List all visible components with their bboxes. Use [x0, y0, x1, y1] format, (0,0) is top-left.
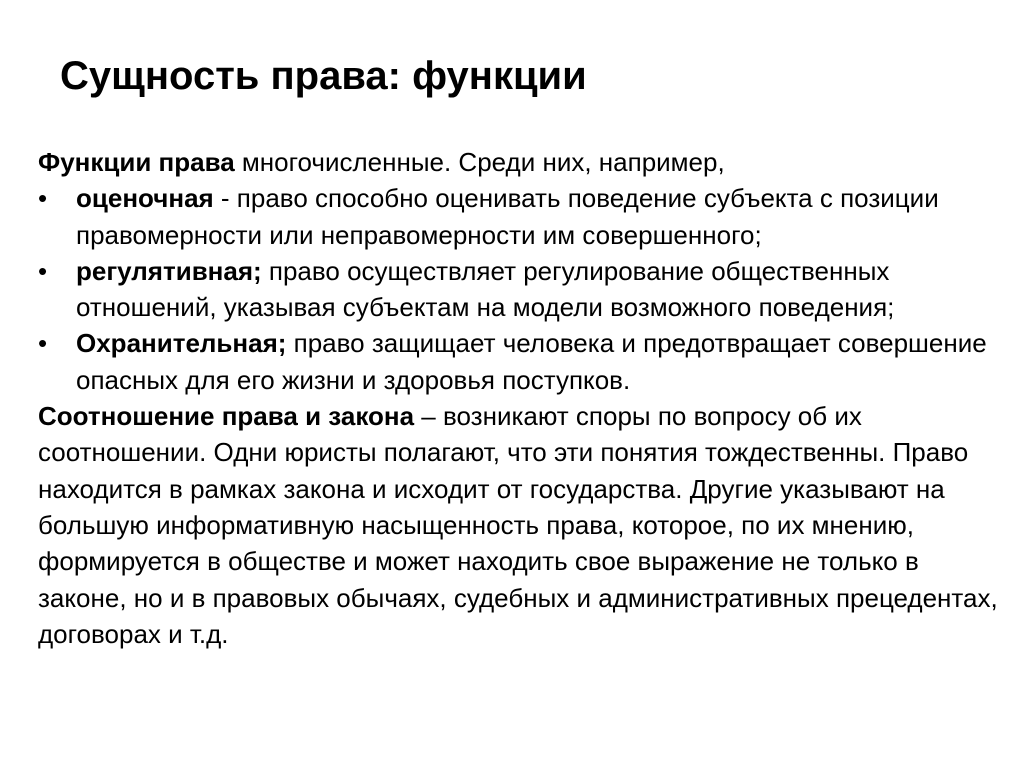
function-description: право осуществляет регулирование общественных отношений, указывая субъектам на модели возможного поведения; [76, 255, 895, 323]
function-description: право защищает человека и предотвращает совершение опасных для его жизни и здоровья поступков. [76, 328, 987, 395]
bullet-icon: • [38, 183, 48, 214]
relation-text: – возникают споры по вопросу об их соотношении. Одни юристы полагают, что эти понятия тождественны. Право находится в рамках закона и исходит от государства. Другие указывают на большую информативную насыщенность права, которое, по их мнению, формируется в обществе и может находить свое выражение не только в законе, но и в правовых обычаях, судебных и административных прецедентах, договорах и т.д. [38, 401, 998, 649]
functions-list [38, 180, 1003, 398]
slide-title: Сущность права: функции [60, 54, 587, 98]
bullet-icon: • [38, 255, 48, 286]
function-protective [38, 325, 1003, 398]
bullet-icon: • [38, 328, 48, 359]
intro-paragraph [38, 144, 1003, 180]
relation-paragraph [38, 398, 1003, 652]
function-term: оценочная [76, 183, 214, 214]
relation-term: Соотношение права и закона [38, 401, 415, 432]
function-term: регулятивная; [76, 255, 262, 286]
intro-term: Функции права [38, 147, 235, 177]
function-term: Охранительная; [76, 328, 287, 359]
function-evaluative [38, 180, 1003, 253]
slide-body [38, 144, 1003, 652]
function-description: - право способно оценивать поведение субъекта с позиции правомерности или неправомерности им совершенного; [76, 183, 939, 250]
function-regulative [38, 253, 1003, 326]
intro-text: многочисленные. Среди них, например, [234, 147, 725, 177]
